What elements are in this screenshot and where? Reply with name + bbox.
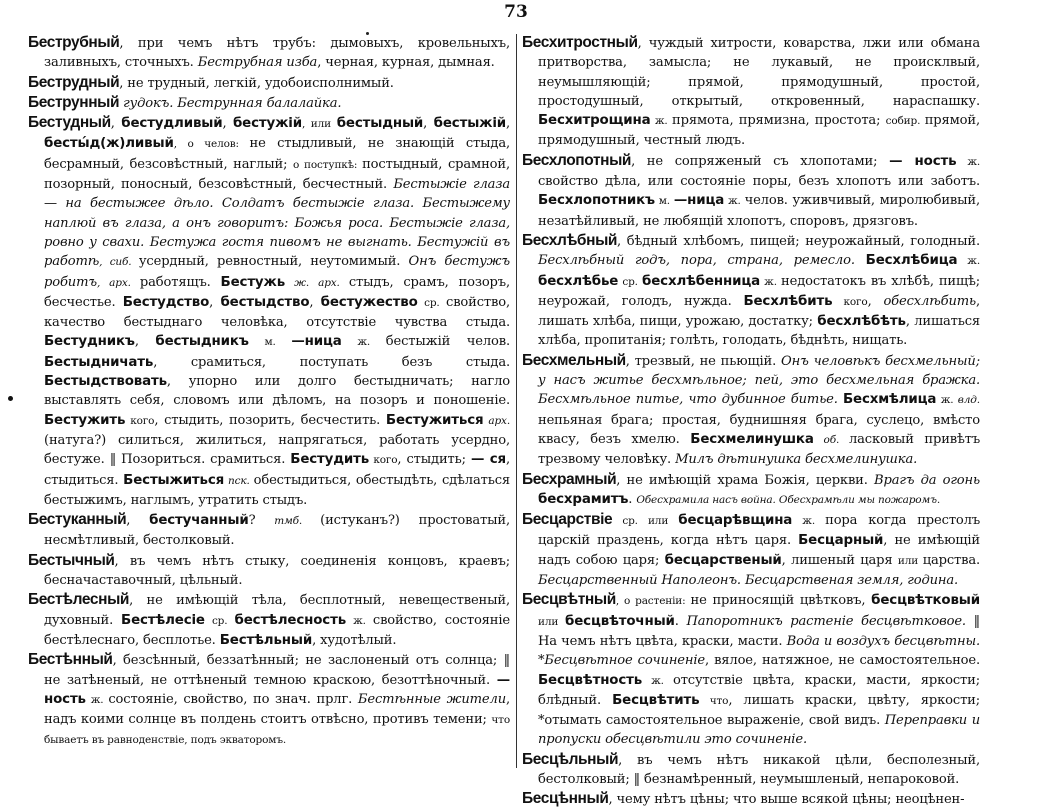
page-number: 73 xyxy=(504,2,528,22)
entry-text: , лишать хлѣба, пищи, урожаю, достатку; xyxy=(538,293,981,330)
entry-text: ж. xyxy=(341,336,386,349)
entry-text: , лишаться хлѣба, пропитанія; голѣть, голодать, бѣднѣть, нищать. xyxy=(538,314,980,349)
entry-text: , xyxy=(110,116,122,132)
sub-headword: бестыдникъ xyxy=(155,334,249,350)
entry-text: , въ чемъ нѣтъ стыку, соединенія концовъ, краевъ; бесначаставочный, цѣльный. xyxy=(44,553,510,589)
entry-text: , xyxy=(867,293,884,309)
entry-text: м. xyxy=(654,195,674,208)
headword: Бесцарствіе xyxy=(522,511,613,529)
entry-text: постыдный, срамной, позорный, поносный, безсовѣстный, бесчестный. xyxy=(44,156,510,193)
entry-text: ж. xyxy=(85,693,109,706)
sub-headword: —ница xyxy=(673,193,725,209)
entry-text: кого xyxy=(369,454,398,467)
sub-headword: Бесхлѣбить xyxy=(743,293,833,309)
entry-text: , трезвый, не пьющій. xyxy=(625,353,782,369)
entry-text: состояніе, свойство, по знач. прлг. xyxy=(108,691,358,707)
entry-text: Врагъ да огонь xyxy=(873,472,980,488)
entry-text: м. xyxy=(248,336,292,349)
sub-headword: бестудливый xyxy=(121,116,223,132)
entry-text: отсутствіе цвѣта, краски, масти, яркости; блѣдный. xyxy=(538,672,980,708)
sub-headword: Бесцвѣтность xyxy=(538,672,643,688)
entry-text: , сиб. xyxy=(99,256,139,269)
entry-text: , бѣдный хлѣбомъ, пищей; неурожайный, голодный. xyxy=(617,233,980,249)
sub-headword: Бестудникъ xyxy=(44,334,135,350)
entry-text: не стыдливый, не знающій стыда, бесрамный, безсовѣстный, наглый; xyxy=(44,136,511,172)
headword: Бесхитростный xyxy=(522,34,638,51)
left-column xyxy=(28,33,510,751)
sub-headword: бестучанный xyxy=(149,513,249,529)
entry-text: , или xyxy=(301,118,337,131)
sub-headword: Бестудство xyxy=(122,294,210,310)
entry-text: , лишать краски, цвѣту, яркости; *отымать самостоятельное выраженіе, свой видъ. xyxy=(538,692,980,729)
sub-headword: бесхлѣбѣть xyxy=(817,314,906,330)
entry-text: свойство дѣла, или состояніе поры, безъ хлопотъ или заботъ. xyxy=(538,174,980,190)
entry-text: , xyxy=(222,116,233,132)
sub-headword: Бестыдничать xyxy=(44,354,154,370)
entry-text: Бестыжіе глаза — на бестыжее дѣло. Солдатъ бестыжіе глаза. Бестыжему наплюй въ глаза, а онъ говоритъ: Божья роса. Бестыжіе глаза, ровно у свахи. Бестужа гостя пивомъ не выгнать. Бестужій въ работѣ xyxy=(44,177,510,270)
sub-headword: — ся xyxy=(470,452,506,468)
entry-text: , арх. xyxy=(96,276,140,289)
entry-text: , черная, курная, дымная. xyxy=(317,55,495,71)
entry-text: ласковый привѣтъ трезвому человѣку. xyxy=(538,431,981,468)
headword: Беструдный xyxy=(28,73,120,91)
entry-text: Бесхлѣбный годъ, пора, страна, ремесло. xyxy=(538,253,866,269)
dictionary-entry xyxy=(28,113,510,510)
sub-headword: бесхлѣбье xyxy=(538,273,619,289)
entry-text: , въ чемъ нѣтъ никакой цѣли, бесполезный, бестолковый; ‖ безнамѣренный, неумышленый, непароковой. xyxy=(538,752,980,787)
entry-text: кого xyxy=(832,295,868,308)
headword: Бестуканный xyxy=(28,511,127,529)
column-divider xyxy=(516,34,517,768)
dictionary-entry xyxy=(522,510,980,590)
entry-text: кого xyxy=(125,414,155,427)
entry-text: , о растеніи: xyxy=(615,595,691,608)
entry-text: , не сопряженый съ хлопотами; xyxy=(631,153,890,169)
sub-headword: Бесхмелинушка xyxy=(690,431,814,447)
entry-text: стыдъ, срамъ, позоръ, бесчестье. xyxy=(44,274,510,310)
entry-text: , стыдить, позорить, бесчестить. xyxy=(154,412,386,428)
entry-text: ср. xyxy=(618,275,643,288)
sub-headword: бесхлѣбенница xyxy=(642,273,761,289)
sub-headword: Бесцарный xyxy=(798,533,884,549)
headword: Бесхмельный xyxy=(522,351,626,369)
entry-text: свойство, состояніе бестѣлеснаго, бесплотье. xyxy=(44,612,511,648)
sub-headword: бесцарѣвщина xyxy=(678,513,793,529)
entry-text: ‖ На чемъ нѣтъ цвѣта, краски, масти. xyxy=(538,613,980,649)
sub-headword: Бестыдствовать xyxy=(44,374,167,390)
entry-text: Онъ человѣкъ бесхмельный; у насъ житье бесхмѣльное; пей, это бесхмельная бражка. Бесхмѣльное питье, что дубинное битье. xyxy=(538,353,980,408)
dictionary-entry xyxy=(28,650,510,750)
entry-text: усердный, ревностный, неутомимый. xyxy=(138,254,409,270)
dictionary-entry xyxy=(522,33,980,151)
sub-headword: Бестудить xyxy=(290,452,370,468)
sub-headword: бестужій xyxy=(232,116,302,132)
entry-text: , xyxy=(209,294,221,310)
sub-headword: бестѣлесность xyxy=(234,612,347,628)
entry-text: Беструбная изба xyxy=(197,55,318,71)
entry-text: , стыдить; xyxy=(397,452,471,468)
entry-text: Бестѣнные жители xyxy=(357,691,506,707)
entry-text: , худотѣлый. xyxy=(312,632,397,648)
dictionary-entry xyxy=(28,73,510,93)
sub-headword: — ность xyxy=(889,153,957,169)
entry-text: не приносящій цвѣтковъ, xyxy=(690,593,872,609)
entry-text: обестыдиться, обестыдѣть, сдѣлаться бестыжимъ, наглымъ, утратить стыдъ. xyxy=(44,472,510,508)
entry-text: арх. xyxy=(483,414,511,427)
entry-text: , не имѣющій храма Божія, церкви. xyxy=(616,472,874,488)
entry-text: , чему нѣтъ цѣны; что выше всякой цѣны; неоцѣнен- xyxy=(608,792,965,808)
headword: Бестычный xyxy=(28,551,115,569)
sub-headword: бесцарственый xyxy=(664,552,782,568)
entry-text: бестыжій челов. xyxy=(385,334,510,350)
sub-headword: Бестѣлесіе xyxy=(121,612,205,628)
entry-text: пора когда престолъ царскій праздень, когда нѣтъ царя. xyxy=(538,513,980,549)
sub-headword: бестыжій xyxy=(433,116,507,132)
sub-headword: бесты́д(ж)ливый xyxy=(44,136,174,152)
entry-text: о поступкѣ: xyxy=(293,158,363,171)
sub-headword: Бесцвѣтить xyxy=(612,692,700,708)
headword: Бесхлѣбный xyxy=(522,231,618,249)
entry-text: . xyxy=(628,491,637,507)
entry-text: челов. уживчивый, миролюбивый, незатѣйливый, не любящій хлопотъ, споровъ, дрязговъ. xyxy=(538,193,980,229)
sub-headword: Бестыжиться xyxy=(123,472,225,488)
headword: Беструнный xyxy=(28,93,120,111)
dictionary-entry xyxy=(522,351,980,470)
entry-text: , стыдиться. xyxy=(44,452,510,488)
entry-text: работящъ. xyxy=(139,274,221,290)
entry-text: ж. xyxy=(642,674,673,687)
sub-headword: бесхрамитъ xyxy=(538,491,629,507)
sub-headword: Бесхмѣлица xyxy=(843,392,937,408)
entry-text: , xyxy=(134,334,156,350)
entry-text: Вода и воздухъ бесцвѣтны. *Бесцвѣтное сочиненіе xyxy=(538,633,980,669)
entry-text: ж. xyxy=(650,115,673,128)
entry-text: прямой, прямодушный, честный людъ. xyxy=(538,113,980,149)
entry-text: ж. xyxy=(760,275,782,288)
entry-text: или xyxy=(897,554,923,567)
entry-text: Папоротникъ растеніе бесцвѣтковое. xyxy=(686,613,966,629)
right-column xyxy=(522,33,980,810)
headword: Бесцвѣтный xyxy=(522,591,616,609)
entry-text: ж. xyxy=(724,195,745,208)
entry-text: ж. арх. xyxy=(285,276,349,289)
entry-text: , не имѣющій надъ собою царя; xyxy=(538,533,980,568)
entry-text: , xyxy=(506,116,511,132)
entry-text: , xyxy=(309,294,321,310)
sub-headword: —ность xyxy=(44,672,510,707)
headword: Беструбный xyxy=(28,34,120,51)
entry-text: что бываетъ въ равноденствіе, подъ экваторомъ. xyxy=(44,714,510,747)
dictionary-entry xyxy=(28,590,510,650)
headword: Бесцѣнный xyxy=(522,790,609,808)
entry-text: собир. xyxy=(885,115,925,128)
entry-text: Онъ бестужъ робитъ xyxy=(44,254,510,290)
sub-headword: бесцвѣточный xyxy=(565,613,675,629)
entry-text: ж. xyxy=(792,515,826,528)
sub-headword: Бесхитрощина xyxy=(538,113,651,129)
sub-headword: бестужество xyxy=(320,294,418,310)
entry-text: , о челов: xyxy=(173,138,250,151)
dictionary-entry xyxy=(522,151,980,231)
sub-headword: Бестужить xyxy=(44,412,126,428)
entry-text: , при чемъ нѣтъ трубъ: дымовыхъ, кровельныхъ, заливныхъ, сточныхъ. xyxy=(44,36,510,71)
entry-text: ж. xyxy=(936,394,958,407)
entry-text: , не трудный, легкій, удобоисполнимый. xyxy=(119,75,394,91)
entry-text: царства. xyxy=(922,552,981,568)
entry-text: Бесцарственный Наполеонъ. Бесцарственая земля, година. xyxy=(538,573,959,589)
entry-text: или xyxy=(538,615,566,628)
entry-text: (натуга?) силиться, жилиться, напрягаться, работать усердно, бестуже. ‖ Позориться. срамиться. xyxy=(44,432,510,468)
dictionary-entry xyxy=(522,750,980,790)
entry-text: тмб. xyxy=(274,515,321,528)
entry-text: ср. xyxy=(204,614,235,627)
entry-text: , срамиться, поступать безъ стыда. xyxy=(153,354,510,370)
entry-text: (истуканъ?) простоватый, несмѣтливый, бестолковый. xyxy=(44,513,510,549)
sub-headword: бестыдный xyxy=(336,116,424,132)
dictionary-entry xyxy=(522,231,980,351)
entry-text: , xyxy=(126,513,150,529)
entry-text: прямота, прямизна, простота; xyxy=(672,113,886,129)
sub-headword: бесцвѣтковый xyxy=(871,593,980,609)
entry-text: непьяная брага; простая, буднишняя брага, суслецо, вмѣсто квасу, безъ хмелю. xyxy=(538,412,980,447)
entry-text: ж. xyxy=(957,255,981,268)
entry-text: влд. xyxy=(957,394,980,407)
entry-text: , не имѣющій тѣла, бесплотный, невещественый, духовный. xyxy=(44,593,510,628)
sub-headword: Бестужь xyxy=(220,274,286,290)
sub-headword: бестыдство xyxy=(220,294,310,310)
dictionary-entry xyxy=(522,590,980,749)
entry-text: ср. xyxy=(417,296,447,309)
dictionary-entry xyxy=(28,33,510,73)
sub-headword: Бесхлопотникъ xyxy=(538,193,655,209)
entry-text: что xyxy=(699,694,729,707)
margin-mark xyxy=(8,396,13,401)
entry-text: ср. или xyxy=(612,515,679,528)
entry-text: об. xyxy=(813,433,849,446)
entry-text: ж. xyxy=(346,614,373,627)
entry-text: , вялое, натяжное, не самостоятельное. xyxy=(705,653,980,669)
entry-text: Переправки и пропуски обесцвѣтили это сочиненіе. xyxy=(538,713,981,748)
entry-text: пск. xyxy=(224,474,254,487)
entry-text: ? xyxy=(248,513,275,529)
headword: Бестѣнный xyxy=(28,651,113,669)
sub-headword: Бестужиться xyxy=(385,412,484,428)
sub-headword: —ница xyxy=(291,334,342,350)
entry-text: ж. xyxy=(956,155,981,168)
entry-text: Милъ дѣтинушка бесхмелинушка. xyxy=(675,452,918,468)
entry-text: , чуждый хитрости, коварства, лжи или обмана притворства, замысла; не лукавый, не происклвый, неумышляющій; прямой, прямодушный, простой, простодушный, открытый, откровенный, нараспашку. xyxy=(538,36,980,109)
headword: Бестѣлесный xyxy=(28,591,130,609)
headword: Бесцѣльный xyxy=(522,750,619,768)
entry-text: , xyxy=(423,116,434,132)
headword: Бесхрамный xyxy=(522,470,617,488)
entry-text: , надъ коими солнце въ полдень стоитъ отвѣсно, противъ темени; xyxy=(44,691,510,728)
headword: Бестудный xyxy=(28,114,111,132)
sub-headword: Бесхлѣбица xyxy=(865,253,958,269)
entry-text: , упорно или долго бестыдничать; нагло выставлять себя, словомъ или дѣломъ, на позоръ и поношеніе. xyxy=(44,374,510,409)
sub-headword: Бестѣльный xyxy=(219,632,313,648)
dictionary-entry xyxy=(522,470,980,511)
headword: Бесхлопотный xyxy=(522,151,632,169)
dictionary-entry xyxy=(522,789,980,809)
entry-text: обесхлѣбить xyxy=(883,293,976,309)
entry-text: свойство, качество бестыднаго человѣка, отсутствіе чувства стыда. xyxy=(44,294,510,331)
dictionary-entry xyxy=(28,510,510,551)
dictionary-entry xyxy=(28,93,510,113)
entry-text: , безсѣнный, беззатѣнный; не заслоненый отъ солнца; ‖ не затѣненый, не оттѣненый темною краскою, безоттѣночный. xyxy=(44,653,510,688)
entry-text: Обесхрамила насъ война. Обесхрамѣли мы пожаромъ. xyxy=(636,493,941,506)
dictionary-entry xyxy=(28,551,510,591)
entry-text: недостатокъ въ хлѣбѣ, пищѣ; неурожай, голодъ, нужда. xyxy=(538,273,981,309)
entry-text: гудокъ. Беструнная балалайка. xyxy=(119,95,342,111)
entry-text: , лишеный царя xyxy=(781,552,898,568)
entry-text: . xyxy=(674,613,687,629)
